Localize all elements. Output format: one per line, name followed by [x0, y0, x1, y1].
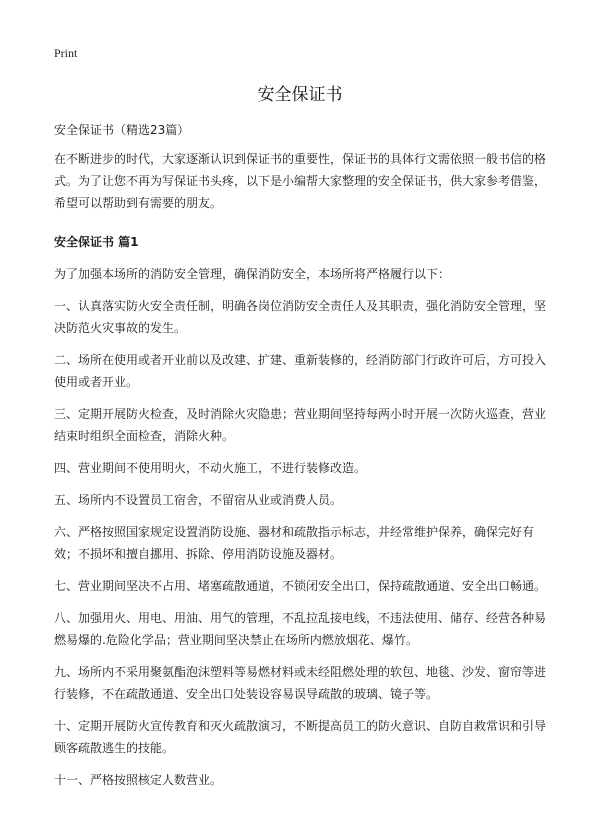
intro-paragraph: 在不断进步的时代，大家逐渐认识到保证书的重要性，保证书的具体行文需依照一般书信的格式。为了让您不再为写保证书头疼，以下是小编帮大家整理的安全保证书，供大家参考借鉴，希望可以帮助到有需要的朋友。: [54, 152, 547, 210]
paragraph-4: 四、营业期间不使用明火，不动火施工，不进行装修改造。: [54, 461, 367, 475]
paragraph-5: 五、场所内不设置员工宿舍，不留宿从业或消费人员。: [54, 493, 343, 507]
paragraph-2: 二、场所在使用或者开业前以及改建、扩建、重新装修的，经消防部门行政许可后，方可投入使用或者开业。: [54, 353, 547, 389]
paragraph-6: 六、严格按照国家规定设置消防设施、器材和疏散指示标志，并经常维护保养，确保完好有效；不损坏和擅自挪用、拆除、停用消防设施及器材。: [54, 525, 535, 561]
paragraph-11: 十一、严格按照核定人数营业。: [54, 773, 223, 787]
paragraph-1: 一、认真落实防火安全责任制，明确各岗位消防安全责任人及其职责，强化消防安全管理，坚决防范火灾事故的发生。: [54, 299, 547, 335]
paragraph-8: 八、加强用火、用电、用油、用气的管理，不乱拉乱接电线，不违法使用、储存、经营各种易燃易爆的.危险化学品；营业期间坚决禁止在场所内燃放烟花、爆竹。: [54, 611, 547, 647]
section-heading: 安全保证书 篇1: [54, 235, 139, 249]
document-subtitle: 安全保证书（精选23篇）: [54, 123, 190, 137]
paragraph-3: 三、定期开展防火检查，及时消除火灾隐患；营业期间坚持每两小时开展一次防火巡查，营业结束时组织全面检查，消除火种。: [54, 407, 547, 443]
print-link[interactable]: Print: [54, 46, 78, 60]
page-title: 安全保证书: [257, 85, 343, 105]
paragraph-0: 为了加强本场所的消防安全管理，确保消防安全，本场所将严格履行以下：: [54, 267, 451, 281]
paragraph-9: 九、场所内不采用聚氨酯泡沫塑料等易燃材料或未经阻燃处理的软包、地毯、沙发、窗帘等进行装修，不在疏散通道、安全出口处装设容易误导疏散的玻璃、镜子等。: [54, 665, 547, 701]
paragraph-7: 七、营业期间坚决不占用、堵塞疏散通道，不锁闭安全出口，保持疏散通道、安全出口畅通。: [54, 579, 547, 593]
document-body: [54, 119, 554, 801]
paragraph-10: 十、定期开展防火宣传教育和灭火疏散演习，不断提高员工的防火意识、自防自救常识和引导顾客疏散逃生的技能。: [54, 719, 547, 755]
